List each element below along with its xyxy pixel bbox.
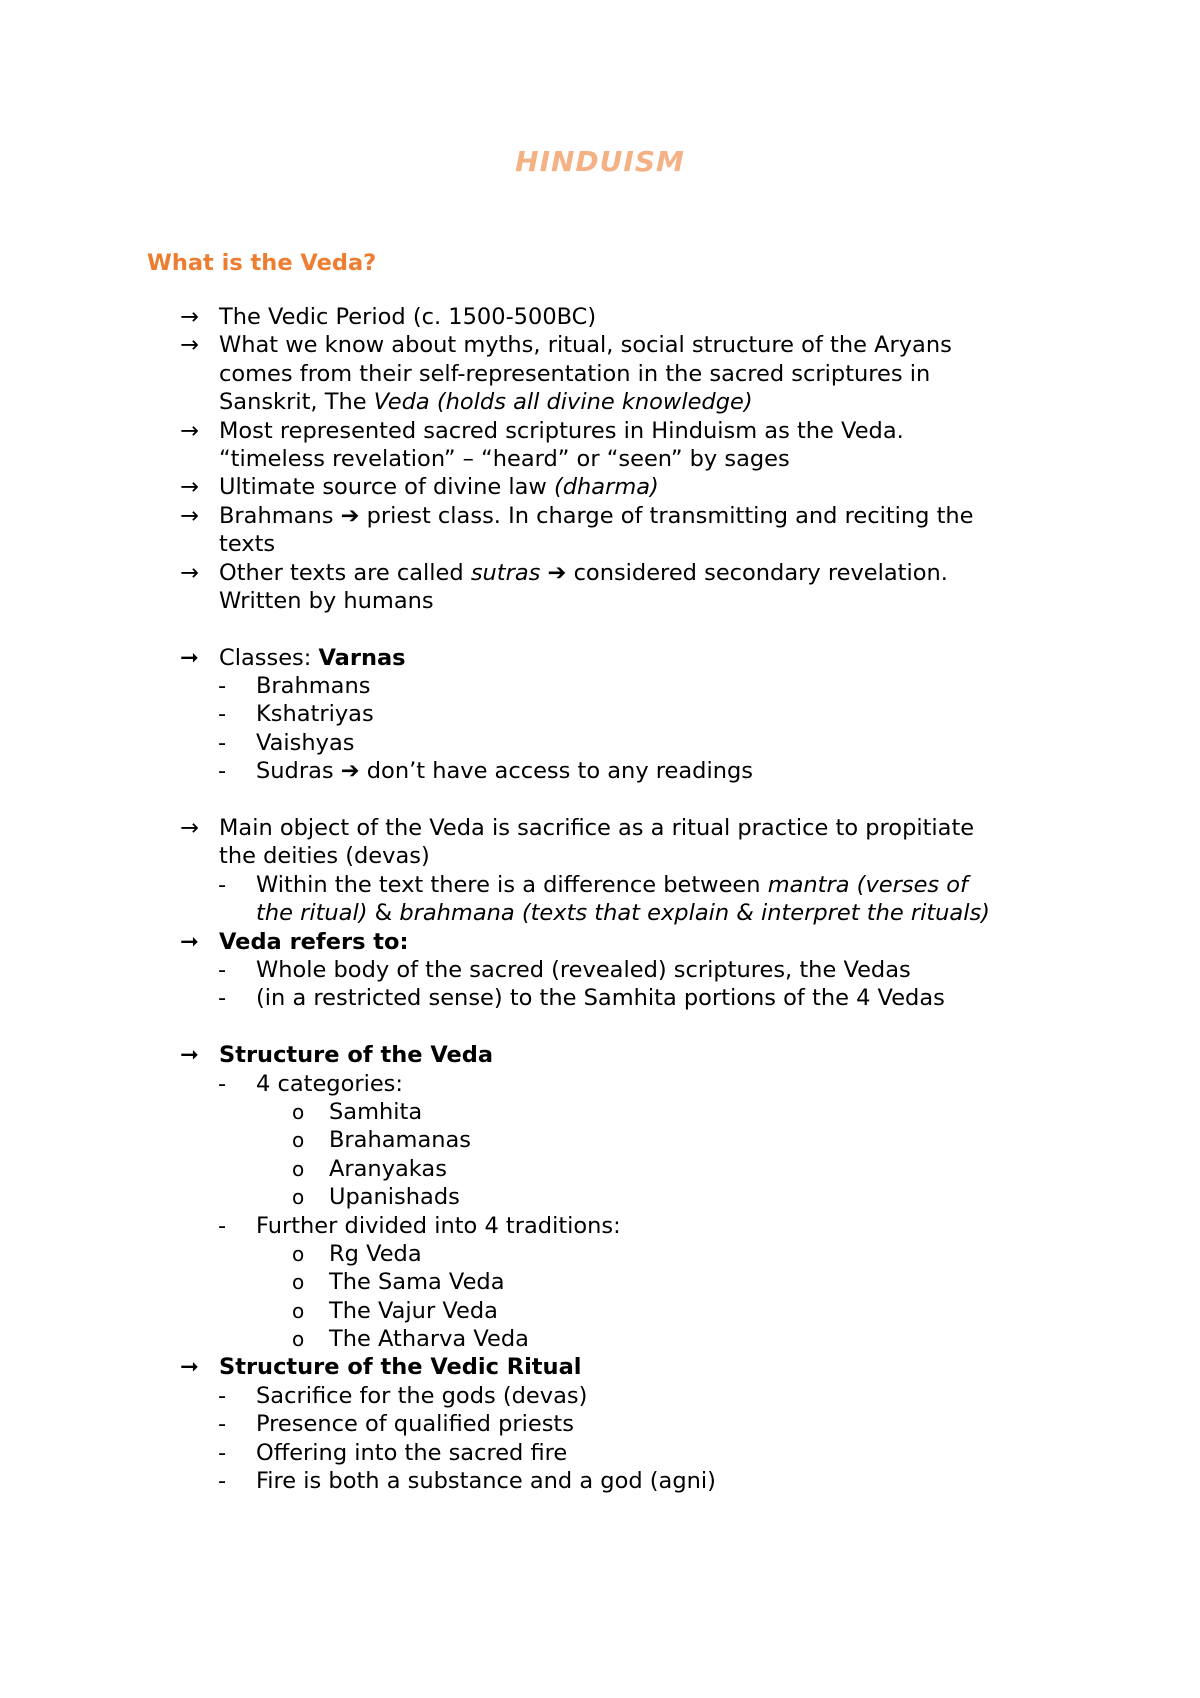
circle-bullet-icon: o <box>292 1128 305 1153</box>
notes-content <box>0 303 1200 1495</box>
item-text: Main object of the Veda is sacrifice as a ritual practice to propitiate <box>219 815 975 842</box>
dash-bullet-icon: - <box>218 701 227 728</box>
inline-arrow-icon: ➔ <box>340 758 360 785</box>
list-item-continuation <box>0 587 1200 615</box>
dash-bullet-icon: - <box>218 729 227 756</box>
dash-bullet-icon: - <box>218 1070 227 1097</box>
item-text: Brahmans <box>256 673 371 700</box>
item-text: Other texts are called <box>219 559 464 586</box>
list-item <box>0 928 1200 956</box>
circle-bullet-icon: o <box>292 1270 305 1295</box>
sub-list-item <box>0 700 1200 728</box>
item-text-group <box>219 388 753 416</box>
item-text: Vaishyas <box>256 729 355 756</box>
sub-sub-list-item <box>0 1297 1200 1325</box>
arrow-bullet-icon: → <box>180 815 199 842</box>
list-item-continuation <box>0 842 1200 870</box>
item-text: Further divided into 4 traditions: <box>256 1212 621 1239</box>
item-text: Written by humans <box>219 587 434 614</box>
dash-bullet-icon: - <box>218 1411 227 1438</box>
item-text-group <box>256 899 990 927</box>
list-item <box>0 814 1200 842</box>
circle-bullet-icon: o <box>292 1099 305 1124</box>
dash-bullet-icon: - <box>218 673 227 700</box>
list-item <box>0 559 1200 587</box>
list-item <box>0 473 1200 501</box>
sub-list-item <box>0 729 1200 757</box>
item-text: “timeless revelation” – “heard” or “seen” by sages <box>219 445 790 472</box>
dash-bullet-icon: - <box>218 1468 227 1495</box>
sub-list-item-continuation <box>0 899 1200 927</box>
sub-list-item <box>0 1382 1200 1410</box>
sub-list-item <box>0 1467 1200 1495</box>
item-text: Ultimate source of divine law <box>219 474 547 501</box>
item-text: Rg Veda <box>329 1240 422 1267</box>
sub-sub-list-item <box>0 1126 1200 1154</box>
sub-list-item <box>0 1410 1200 1438</box>
item-text-group <box>219 559 948 587</box>
sub-list-item <box>0 1439 1200 1467</box>
arrow-bullet-icon: → <box>180 474 199 501</box>
section-heading: What is the Veda? <box>147 250 377 276</box>
item-text: Fire is both a substance and a god (agni) <box>256 1468 716 1495</box>
item-text-group <box>219 473 659 501</box>
item-text: priest class. In charge of transmitting and reciting the <box>366 502 974 529</box>
list-item-continuation <box>0 530 1200 558</box>
classes-term: Varnas <box>318 644 406 671</box>
list-item <box>0 331 1200 359</box>
sub-sub-list-item <box>0 1155 1200 1183</box>
arrow-bullet-icon: → <box>180 559 199 586</box>
list-item <box>0 417 1200 445</box>
item-text: Kshatriyas <box>256 701 374 728</box>
item-text-italic: the ritual) <box>256 900 368 927</box>
item-text-italic: (dharma) <box>553 474 659 501</box>
arrow-bullet-icon: → <box>180 332 199 359</box>
item-text: The Atharva Veda <box>329 1326 529 1353</box>
dash-bullet-icon: - <box>218 871 227 898</box>
arrow-bullet-icon: ➞ <box>180 928 199 955</box>
list-item-continuation <box>0 445 1200 473</box>
sub-list-item <box>0 1212 1200 1240</box>
list-item <box>0 1041 1200 1069</box>
item-heading: Veda refers to: <box>219 928 409 955</box>
item-text: Samhita <box>329 1098 423 1125</box>
item-text: Most represented sacred scriptures in Hinduism as the Veda. <box>219 417 904 444</box>
document-title: HINDUISM <box>515 145 685 178</box>
sub-sub-list-item <box>0 1183 1200 1211</box>
item-text: Sudras <box>256 758 334 785</box>
item-text: The Vajur Veda <box>329 1297 498 1324</box>
item-text: The Vedic Period (c. 1500-500BC) <box>219 304 597 330</box>
circle-bullet-icon: o <box>292 1156 305 1181</box>
spacer <box>0 1013 1200 1041</box>
sub-sub-list-item <box>0 1268 1200 1296</box>
item-text: texts <box>219 531 276 558</box>
item-text: What we know about myths, ritual, social structure of the Aryans <box>219 332 952 359</box>
sub-sub-list-item <box>0 1240 1200 1268</box>
sub-list-item <box>0 672 1200 700</box>
sub-list-item <box>0 984 1200 1012</box>
arrow-bullet-icon: → <box>180 417 199 444</box>
item-text-italic: Veda (holds all divine knowledge) <box>373 389 753 416</box>
item-text: Brahmans <box>219 502 334 529</box>
item-text: Sanskrit, The <box>219 389 367 416</box>
arrow-bullet-icon: → <box>180 502 199 529</box>
dash-bullet-icon: - <box>218 1212 227 1239</box>
spacer <box>0 786 1200 814</box>
item-text-group <box>256 871 968 899</box>
item-text: The Sama Veda <box>329 1269 505 1296</box>
item-text: (in a restricted sense) to the Samhita portions of the 4 Vedas <box>256 985 945 1012</box>
list-item-continuation <box>0 388 1200 416</box>
arrow-bullet-icon: → <box>180 304 199 330</box>
circle-bullet-icon: o <box>292 1327 305 1352</box>
list-item-continuation <box>0 360 1200 388</box>
dash-bullet-icon: - <box>218 985 227 1012</box>
sub-sub-list-item <box>0 1325 1200 1353</box>
dash-bullet-icon: - <box>218 1382 227 1409</box>
item-text: Within the text there is a difference between <box>256 871 761 898</box>
item-text-italic: brahmana (texts that explain & interpret the rituals) <box>399 900 990 927</box>
list-item <box>0 1353 1200 1381</box>
inline-arrow-icon: ➔ <box>547 559 567 586</box>
item-text-group <box>256 757 753 785</box>
list-item <box>0 502 1200 530</box>
item-text: considered secondary revelation. <box>573 559 948 586</box>
sub-list-item <box>0 956 1200 984</box>
item-text: Aranyakas <box>329 1155 447 1182</box>
item-text: 4 categories: <box>256 1070 403 1097</box>
list-item <box>0 303 1200 331</box>
item-text: don’t have access to any readings <box>366 758 753 785</box>
item-heading: Structure of the Vedic Ritual <box>219 1354 582 1381</box>
item-text: Upanishads <box>329 1184 460 1211</box>
dash-bullet-icon: - <box>218 1439 227 1466</box>
sub-list-item <box>0 1070 1200 1098</box>
classes-label: Classes: <box>219 644 312 671</box>
item-text: Offering into the sacred fire <box>256 1439 568 1466</box>
arrow-bullet-icon: ➞ <box>180 644 199 671</box>
item-text: Sacrifice for the gods (devas) <box>256 1382 588 1409</box>
circle-bullet-icon: o <box>292 1298 305 1323</box>
item-text: the deities (devas) <box>219 843 430 870</box>
item-text-italic: sutras <box>470 559 541 586</box>
item-heading: Structure of the Veda <box>219 1042 494 1069</box>
sub-list-item <box>0 871 1200 899</box>
sub-list-item <box>0 757 1200 785</box>
item-text: Presence of qualified priests <box>256 1411 574 1438</box>
dash-bullet-icon: - <box>218 758 227 785</box>
item-text-italic: mantra (verses of <box>767 871 968 898</box>
circle-bullet-icon: o <box>292 1241 305 1266</box>
item-text-group <box>219 502 974 530</box>
inline-arrow-icon: ➔ <box>340 502 360 529</box>
item-text: Brahamanas <box>329 1127 471 1154</box>
item-text: comes from their self-representation in the sacred scriptures in <box>219 360 931 387</box>
spacer <box>0 615 1200 643</box>
item-text-group <box>219 644 406 672</box>
arrow-bullet-icon: ➞ <box>180 1042 199 1069</box>
list-item <box>0 644 1200 672</box>
dash-bullet-icon: - <box>218 956 227 983</box>
arrow-bullet-icon: ➞ <box>180 1354 199 1381</box>
item-text: Whole body of the sacred (revealed) scriptures, the Vedas <box>256 956 911 983</box>
sub-sub-list-item <box>0 1098 1200 1126</box>
circle-bullet-icon: o <box>292 1185 305 1210</box>
item-text: & <box>374 900 393 927</box>
